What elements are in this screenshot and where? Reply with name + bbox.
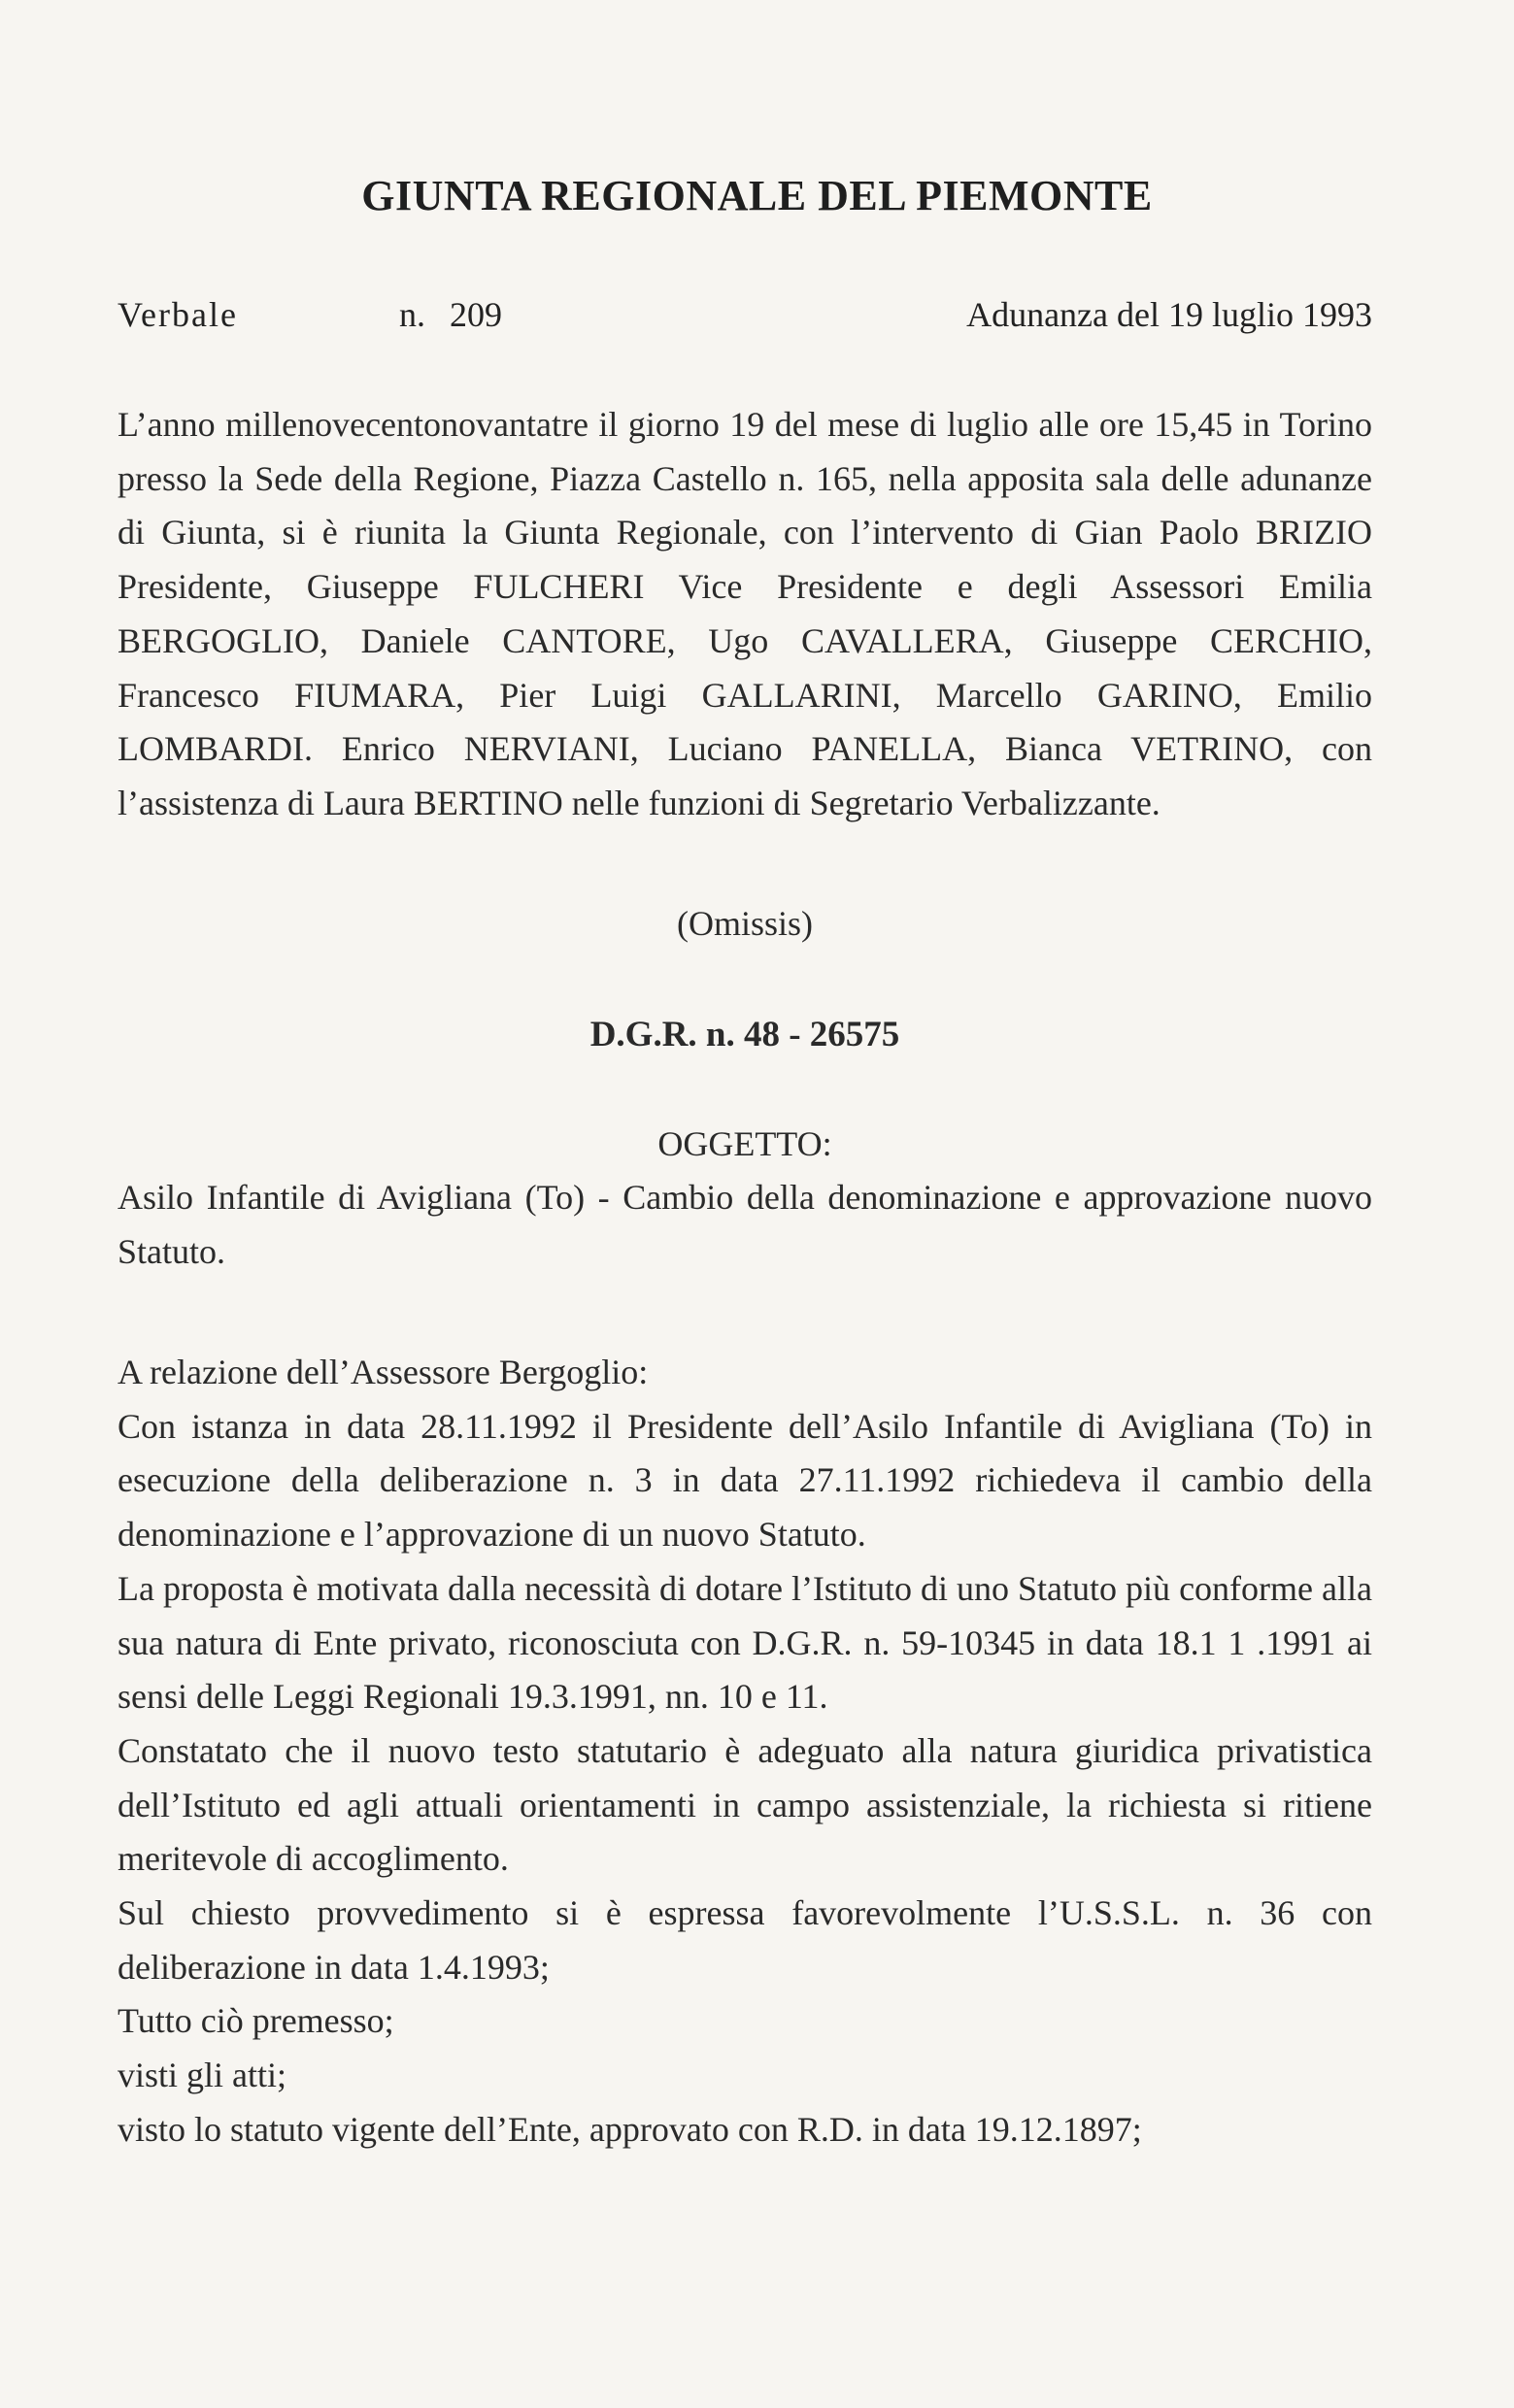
verbale-label: Verbale [118,295,238,334]
verbale-header [118,289,1372,340]
omissis-note: (Omissis) [676,904,813,943]
document-title: GIUNTA REGIONALE DEL PIEMONTE [361,172,1153,219]
body-section [118,1346,1372,2157]
body-paragraph-7: visto lo statuto vigente dell’Ente, approvato con R.D. in data 19.12.1897; [118,2109,1142,2149]
verbale-n-label: n. [399,295,425,334]
oggetto-label: OGGETTO: [657,1124,832,1163]
intro-paragraph: L’anno millenovecentonovantatre il giorno 19 del mese di luglio alle ore 15,45 in Torino presso la Sede della Regione, Piazza Castello n. 165, nella apposita sala delle adunanze di Giunta, si è riunita la Giunta Regionale, con l’intervento di Gian Paolo BRIZIO Presidente, Giuseppe FULCHERI Vice Presidente e degli Assessori Emilia BERGOGLIO, Daniele CANTORE, Ugo CAVALLERA, Giuseppe CERCHIO, Francesco FIUMARA, Pier Luigi GALLARINI, Marcello GARINO, Emilio LOMBARDI. Enrico NERVIANI, Luciano PANELLA, Bianca VETRINO, con l’assistenza di Laura BERTINO nelle funzioni di Segretario Verbalizzante. [118,405,1372,822]
body-paragraph-1: Con istanza in data 28.11.1992 il Presidente dell’Asilo Infantile di Avigliana (To) in esecuzione della deliberazione n. 3 in data 27.11.1992 richiedeva il cambio della denominazione e l’approvazione di un nuovo Statuto. [118,1406,1372,1555]
relazione-label: A relazione dell’Assessore Bergoglio: [118,1353,649,1391]
body-paragraph-6: visti gli atti; [118,2056,287,2095]
oggetto-text: Asilo Infantile di Avigliana (To) - Cambio della denominazione e approvazione nuovo Statuto. [118,1178,1372,1271]
body-paragraph-3: Constatato che il nuovo testo statutario è adeguato alla natura giuridica privatistica dell’Istituto ed agli attuali orientamenti in campo assistenziale, la richiesta si ritiene meritevole di accoglimento. [118,1730,1372,1879]
adunanza-date: Adunanza del 19 luglio 1993 [966,295,1372,334]
dgr-number: D.G.R. n. 48 - 26575 [589,1015,900,1054]
verbale-number: 209 [450,295,502,334]
body-paragraph-4: Sul chiesto provvedimento si è espressa favorevolmente l’U.S.S.L. n. 36 con deliberazione in data 1.4.1993; [118,1893,1372,1987]
body-paragraph-5: Tutto ciò premesso; [118,2001,394,2041]
body-paragraph-2: La proposta è motivata dalla necessità di dotare l’Istituto di uno Statuto più conforme alla sua natura di Ente privato, riconosciuta con D.G.R. n. 59-10345 in data 18.1 1 .1991 ai sensi delle Leggi Regionali 19.3.1991, nn. 10 e 11. [118,1568,1372,1717]
